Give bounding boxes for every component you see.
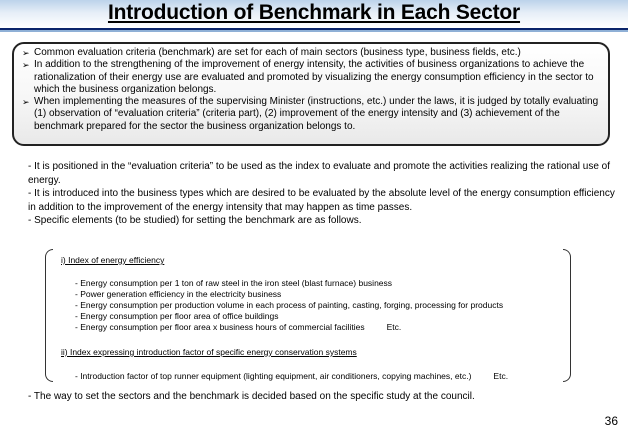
footer-note: - The way to set the sectors and the benchmark is decided based on the specific study at the council.	[28, 391, 475, 402]
summary-text: In addition to the strengthening of the improvement of energy intensity, the activities of business organizations to achieve the rationalization of their energy use are evaluated and promoted by visualizing the energy consumption efficiency in the sector to which the business organization belongs.	[34, 59, 594, 95]
list-item: - Power generation efficiency in the electricity business	[75, 289, 282, 299]
etc-label: Etc.	[493, 371, 509, 381]
list-item	[75, 371, 508, 382]
section-heading-introduction-factor: ii) Index expressing introduction factor of specific energy conservation systems	[61, 347, 357, 357]
summary-text: When implementing the measures of the supervising Minister (instructions, etc.) under the laws, it is judged by totally evaluating (1) observation of “evaluation criteria” (criteria part), (2) improvement of the energy intensity and (3) achievement of the benchmark prepared for the sector the business organization belongs to.	[34, 96, 599, 132]
list-item-text: - Introduction factor of top runner equipment (lighting equipment, air conditioners, copying machines, etc.)	[75, 371, 472, 381]
list-item-text: - Energy consumption per floor area x business hours of commercial facilities	[75, 322, 365, 332]
summary-item	[22, 96, 600, 133]
arrow-bullet-icon: ➢	[22, 48, 30, 58]
summary-box	[12, 42, 610, 146]
list-item: - Energy consumption per 1 ton of raw steel in the iron steel (blast furnace) business	[75, 278, 393, 288]
note-item: - It is introduced into the business types which are desired to be evaluated by the absolute level of the energy consumption efficiency in addition to the improvement of the energy intensity that may happen as time passes.	[28, 188, 615, 213]
etc-label: Etc.	[386, 322, 402, 332]
section-heading-energy-efficiency: i) Index of energy efficiency	[61, 255, 165, 265]
benchmark-elements-box	[45, 249, 571, 384]
list-item	[75, 322, 503, 333]
right-bracket	[563, 249, 571, 382]
note-item: - Specific elements (to be studied) for setting the benchmark are as follows.	[28, 215, 362, 227]
list-item: - Energy consumption per production volume in each process of painting, casting, forging, processing for products	[75, 300, 504, 310]
arrow-bullet-icon: ➢	[22, 60, 30, 71]
notes-list	[28, 160, 618, 228]
list-item: - Energy consumption per floor area of office buildings	[75, 311, 279, 321]
left-bracket	[45, 249, 53, 382]
title-underline-rule	[0, 28, 628, 34]
arrow-bullet-icon: ➢	[22, 97, 30, 108]
summary-item	[22, 47, 600, 59]
slide-title: Introduction of Benchmark in Each Sector	[107, 1, 521, 24]
summary-item	[22, 59, 600, 96]
introduction-factor-list	[75, 371, 508, 382]
energy-efficiency-list	[75, 278, 503, 333]
page-number: 36	[604, 414, 618, 428]
summary-text: Common evaluation criteria (benchmark) are set for each of main sectors (business type, business fields, etc.)	[34, 47, 521, 58]
note-item: - It is positioned in the “evaluation criteria” to be used as the index to evaluate and promote the activities realizing the rational use of energy.	[28, 161, 611, 186]
